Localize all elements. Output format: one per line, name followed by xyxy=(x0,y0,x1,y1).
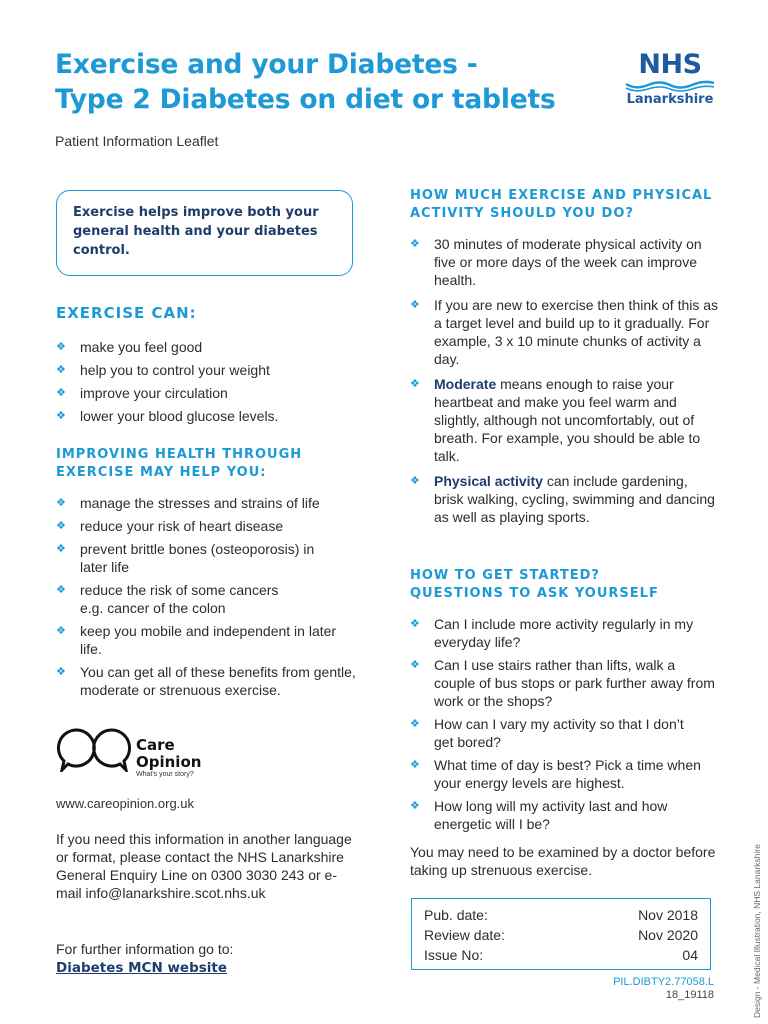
list-item: ❖ How can I vary my activity so that I don’t get bored? xyxy=(410,716,684,750)
get-started-heading: HOW TO GET STARTED? QUESTIONS TO ASK YOURSELF xyxy=(410,568,659,601)
document-code-line-2: 18_19118 xyxy=(665,989,714,1001)
diamond-bullet-icon: ❖ xyxy=(410,298,420,311)
list-item: ❖ help you to control your weight xyxy=(56,362,270,378)
diamond-bullet-icon: ❖ xyxy=(410,237,420,250)
list-item: ❖ How long will my activity last and how energetic will I be? xyxy=(410,798,668,832)
document-code-line-1: PIL.DIBTY2.77058.L xyxy=(613,976,714,988)
nhs-board-name: Lanarkshire xyxy=(626,92,714,107)
issue-no-row: Issue No: 04 xyxy=(424,947,698,963)
publication-box xyxy=(411,898,711,970)
list-item: ❖ You can get all of these benefits from gentle, moderate or strenuous exercise. xyxy=(56,664,356,698)
diamond-bullet-icon: ❖ xyxy=(56,386,66,399)
callout-text: Exercise helps improve both your general health and your diabetes control. xyxy=(73,205,319,258)
diamond-bullet-icon: ❖ xyxy=(56,665,66,678)
how-much-section xyxy=(410,187,720,531)
care-opinion-word-1: Care xyxy=(136,736,175,754)
speech-bubbles-icon xyxy=(56,726,134,772)
diamond-bullet-icon: ❖ xyxy=(410,474,420,487)
diabetes-mcn-link[interactable]: Diabetes MCN website xyxy=(56,960,228,976)
list-item: ❖ improve your circulation xyxy=(56,385,228,401)
improving-health-section xyxy=(56,446,356,704)
diamond-bullet-icon: ❖ xyxy=(410,658,420,671)
list-item: ❖ manage the stresses and strains of life xyxy=(56,495,320,511)
title-line-2: Type 2 Diabetes on diet or tablets xyxy=(55,84,556,115)
document-code xyxy=(600,976,714,1002)
further-info-label: For further information go to: xyxy=(56,941,234,957)
callout-box xyxy=(56,190,353,276)
page-subtitle: Patient Information Leaflet xyxy=(55,133,219,149)
page-title xyxy=(55,47,556,117)
how-much-list xyxy=(410,235,720,526)
diamond-bullet-icon: ❖ xyxy=(56,496,66,509)
list-item: ❖ keep you mobile and independent in later life. xyxy=(56,623,337,657)
list-item: ❖ make you feel good xyxy=(56,339,203,355)
list-item: ❖ What time of day is best? Pick a time when your energy levels are highest. xyxy=(410,757,701,791)
care-opinion-logo xyxy=(56,722,256,782)
diamond-bullet-icon: ❖ xyxy=(410,377,420,390)
diamond-bullet-icon: ❖ xyxy=(410,758,420,771)
list-item: ❖ If you are new to exercise then think of this as a target level and build up to it gradually. For example, 3 x 10 minute chunks of activity a day. xyxy=(410,297,719,367)
get-started-section xyxy=(410,567,720,879)
further-info xyxy=(56,940,233,977)
list-item: ❖ reduce the risk of some cancers e.g. cancer of the colon xyxy=(56,582,279,616)
diamond-bullet-icon: ❖ xyxy=(410,717,420,730)
care-opinion-tagline: What's your story? xyxy=(136,771,194,778)
list-item: ❖ reduce your risk of heart disease xyxy=(56,518,284,534)
improving-health-list xyxy=(56,494,356,699)
diamond-bullet-icon: ❖ xyxy=(56,340,66,353)
pub-date-row: Pub. date: Nov 2018 xyxy=(424,907,698,923)
list-item: ❖ lower your blood glucose levels. xyxy=(56,408,279,424)
review-date-row: Review date: Nov 2020 xyxy=(424,927,698,943)
diamond-bullet-icon: ❖ xyxy=(410,799,420,812)
how-much-heading: HOW MUCH EXERCISE AND PHYSICAL ACTIVITY SHOULD YOU DO? xyxy=(410,188,713,221)
care-opinion-word-2: Opinion xyxy=(136,753,202,771)
diamond-bullet-icon: ❖ xyxy=(56,363,66,376)
nhs-lanarkshire-logo xyxy=(620,50,720,107)
get-started-list xyxy=(410,615,720,833)
list-item: ❖ Can I use stairs rather than lifts, walk a couple of bus stops or park further away from work or the shops? xyxy=(410,657,715,709)
care-opinion-url[interactable]: www.careopinion.org.uk xyxy=(56,796,195,811)
diamond-bullet-icon: ❖ xyxy=(56,542,66,555)
list-item: ❖ Physical activity can include gardening, brisk walking, cycling, swimming and dancing as well as playing sports. xyxy=(410,473,715,525)
improving-health-heading: IMPROVING HEALTH THROUGH EXERCISE MAY HELP YOU: xyxy=(56,447,303,480)
diamond-bullet-icon: ❖ xyxy=(56,583,66,596)
list-item: ❖ Can I include more activity regularly in my everyday life? xyxy=(410,616,694,650)
list-item: ❖ Moderate means enough to raise your heartbeat and make you feel warm and slightly, although not uncomfortably, out of breath. For example, you should be able to talk. xyxy=(410,376,701,464)
doctor-note: You may need to be examined by a doctor before taking up strenuous exercise. xyxy=(410,844,716,878)
title-line-1: Exercise and your Diabetes - xyxy=(55,49,478,80)
exercise-can-section xyxy=(56,304,366,430)
list-item: ❖ 30 minutes of moderate physical activity on five or more days of the week can improve health. xyxy=(410,236,702,288)
exercise-can-list xyxy=(56,338,366,425)
design-credit: Design - Medical Illustration, NHS Lanarkshire xyxy=(752,844,762,1018)
wave-icon xyxy=(624,80,716,92)
diamond-bullet-icon: ❖ xyxy=(56,624,66,637)
diamond-bullet-icon: ❖ xyxy=(410,617,420,630)
nhs-logo-text: NHS xyxy=(638,49,702,80)
contact-info: If you need this information in another language or format, please contact the NHS Lanarkshire General Enquiry Line on 0300 3030 243 or e-mail info@lanarkshire.scot.nhs.uk xyxy=(56,831,352,901)
diamond-bullet-icon: ❖ xyxy=(56,519,66,532)
list-item: ❖ prevent brittle bones (osteoporosis) in later life xyxy=(56,541,315,575)
exercise-can-heading: EXERCISE CAN: xyxy=(56,304,197,322)
diamond-bullet-icon: ❖ xyxy=(56,409,66,422)
